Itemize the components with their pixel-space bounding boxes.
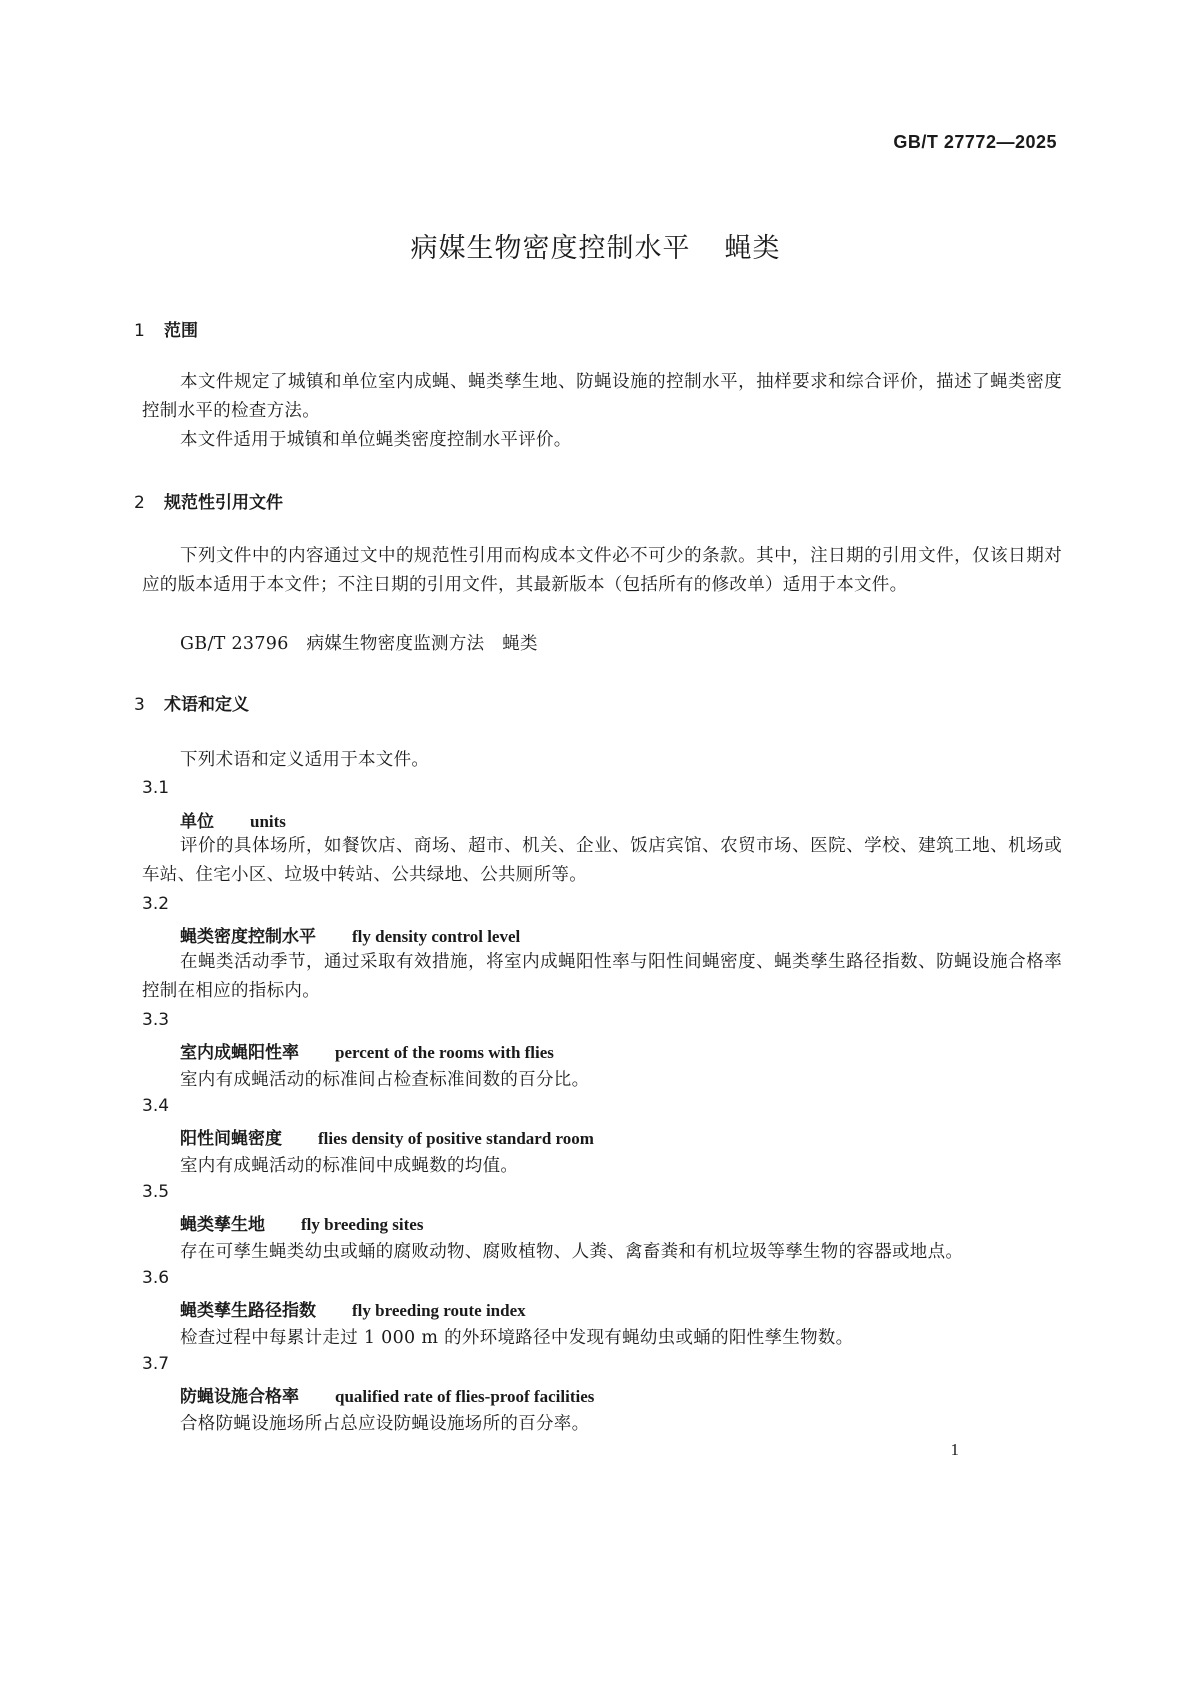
section-2-heading [134, 488, 283, 513]
normative-reference: GB/T 23796 病媒生物密度监测方法 蝇类 [180, 634, 538, 654]
term-en: percent of the rooms with flies [335, 1043, 554, 1062]
term-definition: 室内有成蝇活动的标准间中成蝇数的均值。 [180, 1156, 519, 1176]
term-zh: 防蝇设施合格率 [180, 1387, 299, 1407]
term-definition: 室内有成蝇活动的标准间占检查标准间数的百分比。 [180, 1070, 590, 1090]
term-en: fly breeding sites [301, 1215, 424, 1234]
term-number: 3.4 [142, 1096, 170, 1116]
term-number: 3.2 [142, 894, 170, 914]
paragraph: 本文件规定了城镇和单位室内成蝇、蝇类孳生地、防蝇设施的控制水平，抽样要求和综合评价，描述了蝇类密度控制水平的检查方法。 [142, 372, 1062, 421]
term-en: flies density of positive standard room [318, 1129, 594, 1148]
term-zh: 单位 [180, 812, 214, 832]
section-3-heading [134, 690, 249, 715]
section-1-heading [134, 316, 198, 341]
term-en: fly breeding route index [352, 1301, 526, 1320]
paragraph: 本文件适用于城镇和单位蝇类密度控制水平评价。 [180, 430, 572, 450]
section-number: 1 [134, 321, 145, 341]
section-title: 规范性引用文件 [164, 493, 283, 513]
term-heading [180, 1382, 594, 1407]
term-number: 3.7 [142, 1354, 170, 1374]
term-heading [180, 922, 520, 947]
term-heading [180, 1038, 554, 1063]
term-number: 3.6 [142, 1268, 170, 1288]
term-heading [180, 807, 286, 832]
section-number: 3 [134, 695, 145, 715]
term-number: 3.5 [142, 1182, 170, 1202]
term-en: units [250, 812, 286, 831]
term-zh: 室内成蝇阳性率 [180, 1043, 299, 1063]
term-zh: 蝇类孳生路径指数 [180, 1301, 316, 1321]
standard-number: GB/T 27772—2025 [893, 132, 1057, 152]
term-heading [180, 1296, 526, 1321]
term-zh: 蝇类孳生地 [180, 1215, 265, 1235]
document-title-sub: 蝇类 [724, 233, 781, 264]
section-number: 2 [134, 493, 145, 513]
term-number: 3.1 [142, 778, 170, 798]
term-en: qualified rate of flies-proof facilities [335, 1387, 595, 1406]
term-definition: 评价的具体场所，如餐饮店、商场、超市、机关、企业、饭店宾馆、农贸市场、医院、学校、建筑工地、机场或车站、住宅小区、垃圾中转站、公共绿地、公共厕所等。 [142, 836, 1062, 885]
section-title: 范围 [164, 321, 198, 341]
document-title [0, 226, 1191, 265]
paragraph: 下列文件中的内容通过文中的规范性引用而构成本文件必不可少的条款。其中，注日期的引用文件，仅该日期对应的版本适用于本文件；不注日期的引用文件，其最新版本（包括所有的修改单）适用于本文件。 [142, 546, 1062, 595]
term-heading [180, 1210, 423, 1235]
term-definition: 在蝇类活动季节，通过采取有效措施，将室内成蝇阳性率与阳性间蝇密度、蝇类孳生路径指数、防蝇设施合格率控制在相应的指标内。 [142, 952, 1062, 1001]
term-zh: 蝇类密度控制水平 [180, 927, 316, 947]
term-en: fly density control level [352, 927, 521, 946]
section-title: 术语和定义 [164, 695, 249, 715]
document-title-main: 病媒生物密度控制水平 [410, 233, 691, 264]
paragraph: 下列术语和定义适用于本文件。 [180, 750, 430, 770]
term-definition: 存在可孳生蝇类幼虫或蛹的腐败动物、腐败植物、人粪、禽畜粪和有机垃圾等孳生物的容器或地点。 [180, 1242, 964, 1262]
term-definition: 合格防蝇设施场所占总应设防蝇设施场所的百分率。 [180, 1414, 590, 1434]
term-number: 3.3 [142, 1010, 170, 1030]
term-heading [180, 1124, 594, 1149]
term-zh: 阳性间蝇密度 [180, 1129, 282, 1149]
term-definition: 检查过程中每累计走过 1 000 m 的外环境路径中发现有蝇幼虫或蛹的阳性孳生物数。 [180, 1328, 854, 1348]
page-number: 1 [950, 1440, 959, 1459]
